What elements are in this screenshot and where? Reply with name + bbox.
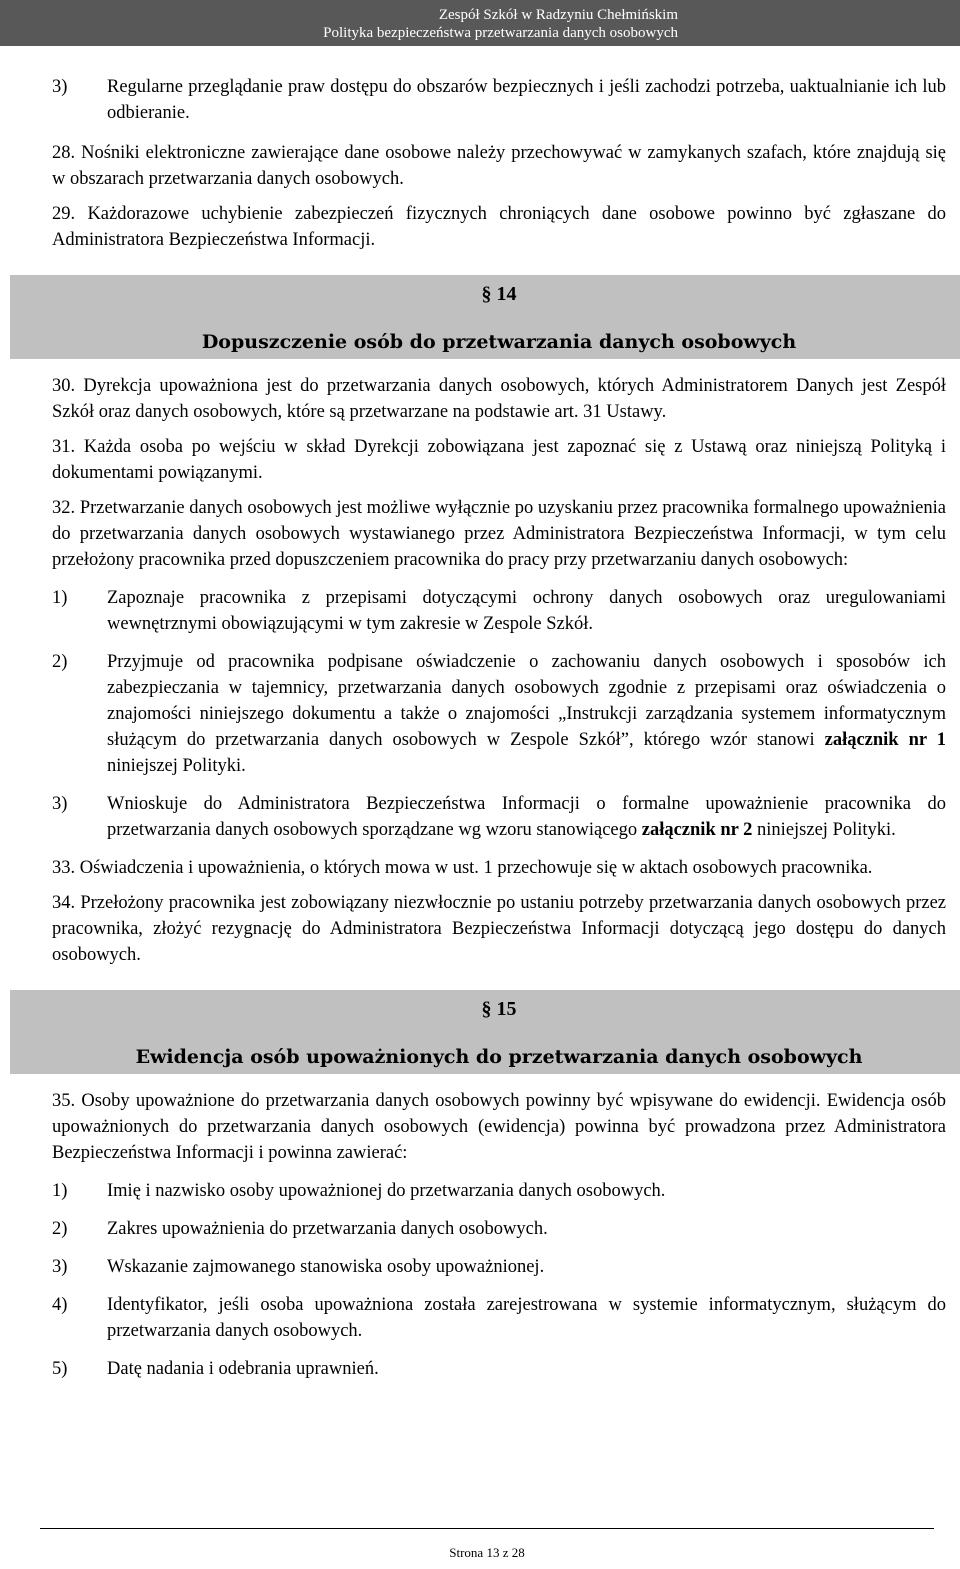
page-number: Strona 13 z 28 — [449, 1545, 525, 1560]
section-number: § 15 — [481, 998, 517, 1020]
list-item: 3) Wnioskuje do Administratora Bezpieczeństwa Informacji o formalne upoważnienie pracownika do przetwarzania danych osobowych sporządzane wg wzoru stanowiącego załącznik nr 2 niniejszej Polityki. — [52, 794, 946, 840]
attachment-ref: załącznik nr 2 — [641, 820, 753, 840]
paragraph-31: 31. Każda osoba po wejściu w skład Dyrekcji zobowiązana jest zapoznać się z Ustawą oraz niniejszą Polityką i dokumentami powiązanymi. — [52, 437, 946, 483]
paragraph-29: 29. Każdorazowe uchybienie zabezpieczeń fizycznych chroniących dane osobowe powinno być zgłaszane do Administratora Bezpieczeństwa Informacji. — [52, 204, 946, 250]
paragraph-34: 34. Przełożony pracownika jest zobowiązany niezwłocznie po ustaniu potrzeby przetwarzania danych osobowych przez pracownika, złożyć rezygnację do Administratora Bezpieczeństwa Informacji dotyczącą jego dostępu do danych osobowych. — [52, 893, 946, 965]
list-item: 3) Regularne przeglądanie praw dostępu do obszarów bezpiecznych i jeśli zachodzi potrzeba, uaktualnianie ich lub odbieranie. — [52, 77, 946, 123]
paragraph-30: 30. Dyrekcja upoważniona jest do przetwarzania danych osobowych, których Administratorem Danych jest Zespół Szkół oraz danych osobowych, które są przetwarzane na podstawie art. 31 Ustawy. — [52, 376, 947, 422]
section-number: § 14 — [481, 283, 517, 305]
list-item: 3) Wskazanie zajmowanego stanowiska osoby upoważnionej. — [52, 1257, 545, 1277]
section-title: Dopuszczenie osób do przetwarzania danych osobowych — [201, 331, 797, 353]
list-item: 1) Imię i nazwisko osoby upoważnionej do przetwarzania danych osobowych. — [52, 1181, 666, 1201]
paragraph-33: 33. Oświadczenia i upoważnienia, o których mowa w ust. 1 przechowuje się w aktach osobowych pracownika. — [52, 858, 873, 878]
section-heading-15 — [10, 990, 960, 1074]
paragraph-28: 28. Nośniki elektroniczne zawierające dane osobowe należy przechowywać w zamykanych szafach, które znajdują się w obszarach przetwarzania danych osobowych. — [52, 143, 947, 189]
attachment-ref: załącznik nr 1 — [824, 730, 946, 750]
paragraph-35: 35. Osoby upoważnione do przetwarzania danych osobowych powinny być wpisywane do ewidencji. Ewidencja osób upoważnionych do przetwarzania danych osobowych (ewidencja) powinna być prowadzona przez Administratora Bezpieczeństwa Informacji i powinna zawierać: — [52, 1091, 946, 1163]
paragraph-32: 32. Przetwarzanie danych osobowych jest możliwe wyłącznie po uzyskaniu przez pracownika formalnego upoważnienia do przetwarzania danych osobowych wystawianego przez Administratora Bezpieczeństwa Informacji, w tym celu przełożony pracownika przed dopuszczeniem pracownika do pracy przy przetwarzaniu danych osobowych: — [52, 498, 946, 570]
header-school-name: Zespół Szkół w Radzyniu Chełmińskim — [438, 7, 678, 23]
section-heading-14 — [10, 275, 960, 359]
page-header — [0, 0, 960, 46]
list-item: 2) Przyjmuje od pracownika podpisane oświadczenie o zachowaniu danych osobowych i sposobów ich zabezpieczania w tajemnicy, przetwarzania danych osobowych zgodnie z przepisami oraz oświadczenia o znajomości niniejszego dokumentu a także o znajomości „Instrukcji zarządzania systemem informatycznym służącym do przetwarzania danych osobowych w Zespole Szkół”, którego wzór stanowi załącznik nr 1 niniejszej Polityki. — [52, 652, 946, 776]
section-title: Ewidencja osób upoważnionych do przetwarzania danych osobowych — [135, 1046, 863, 1068]
list-item: 4) Identyfikator, jeśli osoba upoważniona została zarejestrowana w systemie informatycznym, służącym do przetwarzania danych osobowych. — [52, 1295, 946, 1341]
header-document-title: Polityka bezpieczeństwa przetwarzania danych osobowych — [323, 25, 678, 41]
page-footer — [40, 1528, 934, 1561]
list-item: 1) Zapoznaje pracownika z przepisami dotyczącymi ochrony danych osobowych oraz uregulowaniami wewnętrznymi obowiązującymi w tym zakresie w Zespole Szkół. — [52, 588, 946, 634]
document-body — [52, 74, 946, 1394]
list-item: 2) Zakres upoważnienia do przetwarzania danych osobowych. — [52, 1219, 548, 1239]
list-item: 5) Datę nadania i odebrania uprawnień. — [52, 1359, 379, 1379]
